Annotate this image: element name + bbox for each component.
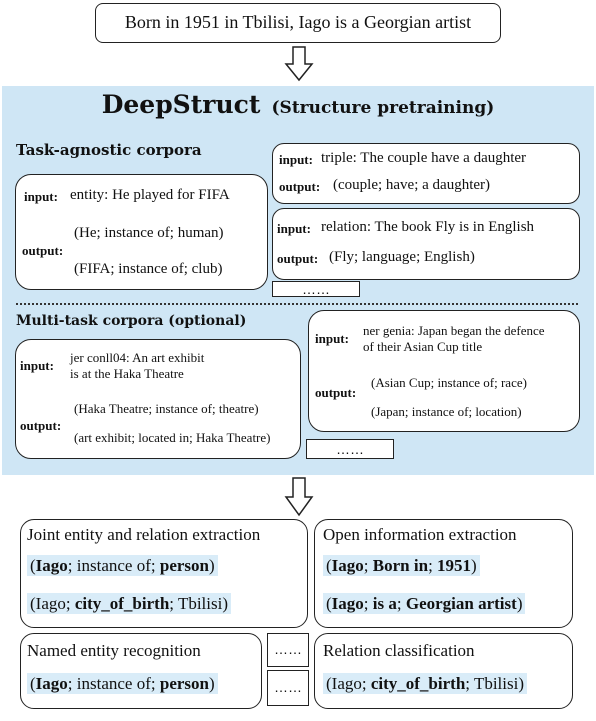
text-part: (Iago; [326, 674, 371, 693]
input-label: input: [24, 189, 58, 204]
output-line [323, 594, 525, 614]
text-part: (Iago; [30, 594, 75, 613]
highlighted-triple [323, 593, 525, 614]
task-ellipsis-box-top: …… [267, 633, 309, 667]
output-line: (Japan; instance of; location) [371, 404, 522, 419]
output-line: (Asian Cup; instance of; race) [371, 375, 527, 390]
output-label: output: [277, 251, 319, 266]
highlighted-triple [27, 673, 218, 694]
output-line [323, 556, 480, 576]
input-text: relation: The book Fly is in English [321, 219, 535, 235]
down-arrow-icon [284, 46, 314, 82]
text-part: ; [428, 556, 438, 575]
output-label: output: [22, 243, 64, 258]
input-label: input: [279, 152, 313, 167]
ner-box [20, 633, 262, 709]
output-line [27, 674, 218, 694]
highlighted-triple [27, 593, 231, 614]
task-title: Named entity recognition [27, 641, 201, 660]
text-part: ; Tbilisi) [465, 674, 525, 693]
text-part: ; [363, 556, 373, 575]
text-part: person [159, 556, 209, 575]
task-title: Relation classification [323, 641, 475, 660]
down-arrow-icon [284, 477, 314, 517]
text-part: Born in [372, 556, 429, 575]
text-part: ( [326, 556, 332, 575]
text-part: ( [30, 674, 36, 693]
text-part: ; [363, 594, 373, 613]
highlighted-triple [323, 673, 527, 694]
output-line: (art exhibit; located in; Haka Theatre) [74, 430, 271, 445]
text-part: Iago [35, 556, 68, 575]
output-line [27, 594, 231, 614]
task-title: Joint entity and relation extraction [27, 525, 261, 544]
text-part: ) [516, 594, 523, 613]
text-part: Georgian artist [405, 594, 517, 613]
output-line: (Haka Theatre; instance of; theatre) [74, 401, 259, 416]
highlighted-triple [27, 555, 218, 576]
input-text: entity: He played for FIFA [70, 187, 230, 203]
output-line [27, 556, 218, 576]
section-divider [16, 303, 578, 305]
text-part: ; [396, 594, 406, 613]
multi-task-heading: Multi-task corpora (optional) [16, 313, 247, 329]
output-line: (couple; have; a daughter) [333, 177, 491, 193]
input-label: input: [315, 331, 349, 346]
relation-classification-box [314, 633, 573, 709]
text-part: Iago [35, 674, 68, 693]
text-part: Iago [331, 594, 364, 613]
task-title: Open information extraction [323, 525, 517, 544]
title-text: DeepStruct [101, 90, 261, 119]
text-part: city_of_birth [74, 594, 170, 613]
input-line: of their Asian Cup title [363, 339, 483, 354]
ta-triple-box [272, 143, 580, 204]
text-part: ; Tbilisi) [169, 594, 229, 613]
panel-title [0, 90, 596, 119]
subtitle-text: (Structure pretraining) [271, 98, 495, 118]
input-text: triple: The couple have a daughter [321, 150, 527, 166]
text-part: ) [208, 556, 215, 575]
text-part: ; instance of; [67, 556, 160, 575]
text-part: Iago [331, 556, 364, 575]
output-line: (He; instance of; human) [74, 225, 224, 241]
mt-ner-box [308, 310, 580, 432]
text-part: ( [30, 556, 36, 575]
input-label: input: [277, 221, 311, 236]
output-line [323, 674, 527, 694]
input-sentence: Born in 1951 in Tbilisi, Iago is a Georgian artist [124, 12, 472, 32]
task-ellipsis-box-bottom: …… [267, 670, 309, 706]
highlighted-triple [323, 555, 480, 576]
output-label: output: [315, 385, 357, 400]
ta-ellipsis-box: …… [272, 281, 360, 297]
task-agnostic-heading: Task-agnostic corpora [16, 141, 202, 159]
text-part: person [159, 674, 209, 693]
ta-entity-box [15, 174, 268, 290]
joint-extraction-box [20, 519, 308, 628]
output-label: output: [20, 418, 62, 433]
mt-joint-box [15, 339, 301, 459]
output-line: (FIFA; instance of; club) [74, 261, 223, 277]
input-line: jer conll04: An art exhibit [70, 350, 205, 365]
openie-box [314, 519, 573, 628]
input-line: is at the Haka Theatre [70, 366, 184, 381]
text-part: is a [372, 594, 397, 613]
input-line: ner genia: Japan began the defence [363, 323, 545, 338]
text-part: ; instance of; [67, 674, 160, 693]
output-line: (Fly; language; English) [329, 249, 475, 265]
text-part: ) [208, 674, 215, 693]
text-part: city_of_birth [370, 674, 466, 693]
ta-relation-box [272, 208, 580, 280]
text-part: ( [326, 594, 332, 613]
input-sentence-box [95, 3, 501, 43]
text-part: ) [471, 556, 477, 575]
input-label: input: [20, 358, 54, 373]
text-part: 1951 [437, 556, 472, 575]
mt-ellipsis-box: …… [306, 439, 394, 459]
output-label: output: [279, 179, 321, 194]
